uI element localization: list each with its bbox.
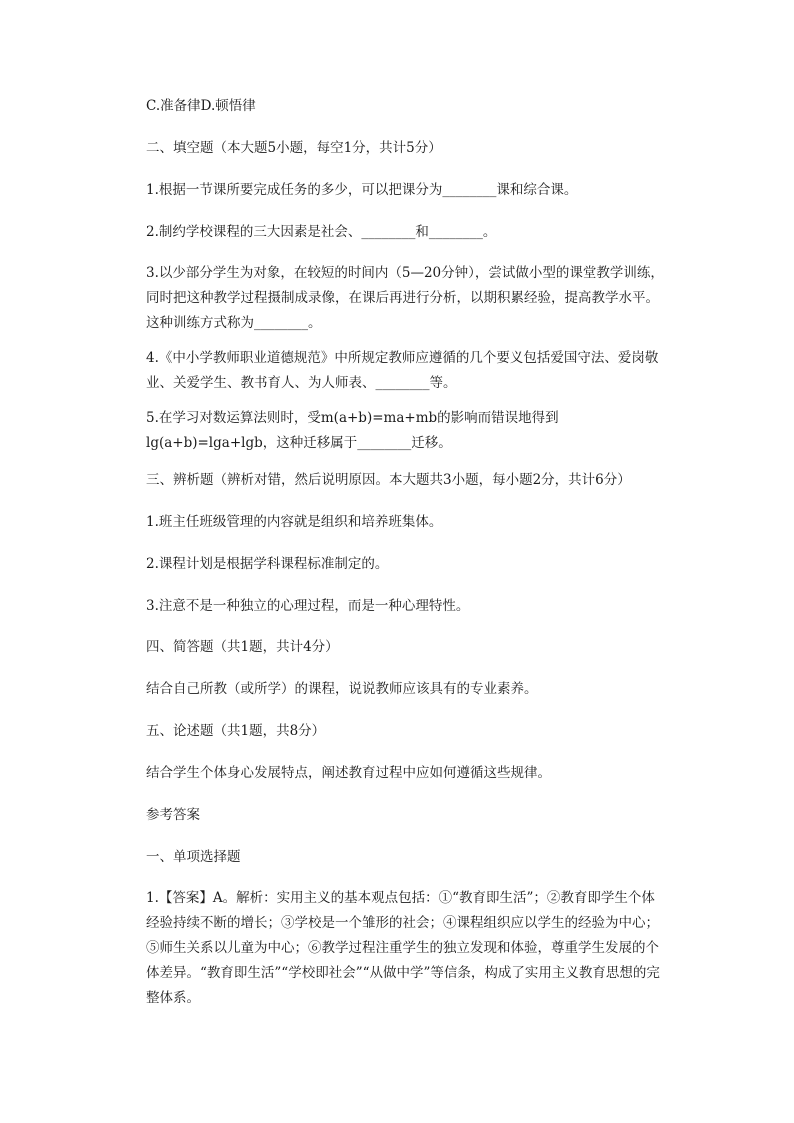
short-answer-question: 结合自己所教（或所学）的课程，说说教师应该具有的专业素养。: [146, 681, 538, 697]
answer-key-heading: 参考答案: [146, 807, 200, 823]
section-heading-fill-blank: 二、填空题（本大题5小题，每空1分，共计5分）: [146, 140, 442, 156]
analysis-question-3: 3.注意不是一种独立的心理过程，而是一种心理特性。: [146, 598, 470, 614]
answer-section-heading-single-choice: 一、单项选择题: [146, 849, 241, 865]
analysis-question-1: 1.班主任班级管理的内容就是组织和培养班集体。: [146, 514, 443, 530]
essay-question: 结合学生个体身心发展特点，阐述教育过程中应如何遵循这些规律。: [146, 765, 551, 781]
fill-blank-question-2: 2.制约学校课程的三大因素是社会、________和________。: [146, 224, 497, 240]
answer-1-explanation: 1.【答案】A。解析：实用主义的基本观点包括：①“教育即生活”；②教育即学生个体经验持续不断的增长；③学校是一个雏形的社会；④课程组织应以学生的经验为中心；⑤师生关系以儿童为中心；⑥教学过程注重学生的独立发现和体验，尊重学生发展的个体差异。“教育即生活”“学校即社会”“从做中学”等信条，构成了实用主义教育思想的完整体系。: [146, 890, 660, 1006]
fill-blank-question-4: 4.《中小学教师职业道德规范》中所规定教师应遵循的几个要义包括爱国守法、爱岗敬业、关爱学生、教书育人、为人师表、________等。: [146, 350, 659, 391]
section-heading-analysis: 三、辨析题（辨析对错，然后说明原因。本大题共3小题，每小题2分，共计6分）: [146, 472, 631, 488]
fill-blank-question-1: 1.根据一节课所要完成任务的多少，可以把课分为________课和综合课。: [146, 182, 578, 198]
fill-blank-question-3: 3.以少部分学生为对象，在较短的时间内（5—20分钟），尝试做小型的课堂教学训练，同时把这种教学过程摄制成录像，在课后再进行分析，以期积累经验，提高教学水平。这种训练方式称为________。: [146, 265, 664, 331]
analysis-question-2: 2.课程计划是根据学科课程标准制定的。: [146, 556, 389, 572]
fill-blank-question-5: 5.在学习对数运算法则时，受m(a+b)=ma+mb的影响而错误地得到lg(a+b)=lga+lgb，这种迁移属于________迁移。: [146, 410, 559, 451]
section-heading-short-answer: 四、简答题（共1题，共计4分）: [146, 639, 339, 655]
section-heading-essay: 五、论述题（共1题，共8分）: [146, 723, 326, 739]
paragraph-options-cd: C.准备律D.顿悟律: [146, 98, 256, 114]
